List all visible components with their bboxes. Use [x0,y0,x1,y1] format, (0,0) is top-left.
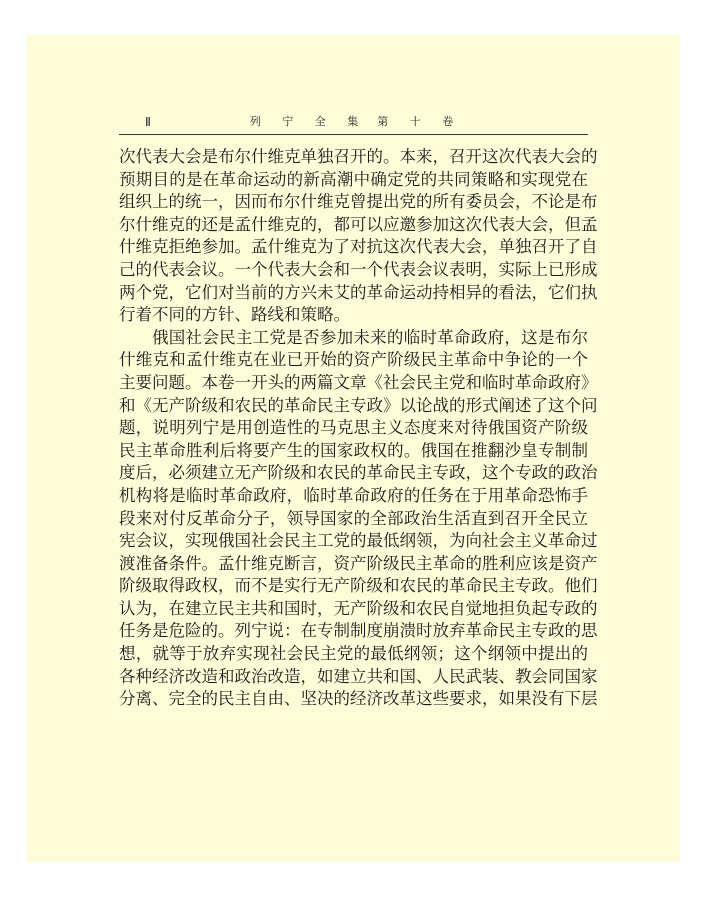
page-header [119,113,588,139]
text-line: 组织上的统一，因而布尔什维克曾提出党的所有委员会，不论是布 [119,192,598,212]
text-line: 各种经济改造和政治改造，如建立共和国、人民武装、教会同国家 [119,666,598,686]
text-line: 己的代表会议。一个代表大会和一个代表会议表明，实际上已形成 [119,259,598,279]
text-line: 主要问题。本卷一开头的两篇文章《社会民主党和临时革命政府》 [119,372,598,392]
text-line: 俄国社会民主工党是否参加未来的临时革命政府，这是布尔 [152,327,588,347]
text-line: 任务是危险的。列宁说：在专制制度崩溃时放弃革命民主专政的思 [119,621,598,641]
text-line: 什维克和孟什维克在业已开始的资产阶级民主革命中争论的一个 [119,350,588,370]
header-rule [119,134,588,135]
text-line: 阶级取得政权，而不是实行无产阶级和农民的革命民主专政。他们 [119,576,598,596]
text-line: 次代表大会是布尔什维克单独召开的。本来，召开这次代表大会的 [119,147,598,166]
text-line: 段来对付反革命分子，领导国家的全部政治生活直到召开全民立 [119,508,588,528]
text-line: 想，就等于放弃实现社会民主党的最低纲领；这个纲领中提出的 [119,644,588,664]
text-line: 宪会议，实现俄国社会民主工党的最低纲领，为向社会主义革命过 [119,531,598,551]
text-line: 行着不同的方针、路线和策略。 [119,305,350,325]
text-line: 渡准备条件。孟什维克断言，资产阶级民主革命的胜利应该是资产 [119,553,598,573]
text-line: 和《无产阶级和农民的革命民主专政》以论战的形式阐述了这个问 [119,395,598,415]
text-line: 认为，在建立民主共和国时，无产阶级和农民自觉地担负起专政的 [119,598,598,618]
text-line: 预期目的是在革命运动的新高潮中确定党的共同策略和实现党在 [119,169,588,189]
text-line: 度后，必须建立无产阶级和农民的革命民主专政，这个专政的政治 [119,463,598,483]
text-line: 什维克拒绝参加。孟什维克为了对抗这次代表大会，单独召开了自 [119,237,598,257]
page-number: Ⅱ [145,115,151,129]
running-title: 列 宁 全 集 第 十 卷 [249,115,458,128]
text-line: 机构将是临时革命政府，临时革命政府的任务在于用革命恐怖手 [119,485,588,505]
text-line: 分离、完全的民主自由、坚决的经济改革这些要求，如果没有下层 [119,689,598,709]
text-line: 题，说明列宁是用创造性的马克思主义态度来对待俄国资产阶级 [119,418,588,438]
text-line: 两个党，它们对当前的方兴未艾的革命运动持相异的看法，它们执 [119,282,598,302]
text-line: 尔什维克的还是孟什维克的，都可以应邀参加这次代表大会，但孟 [119,214,598,234]
text-line: 民主革命胜利后将要产生的国家政权的。俄国在推翻沙皇专制制 [119,440,588,460]
paragraph [119,146,598,327]
body-text [119,146,598,711]
paragraph [119,327,598,711]
